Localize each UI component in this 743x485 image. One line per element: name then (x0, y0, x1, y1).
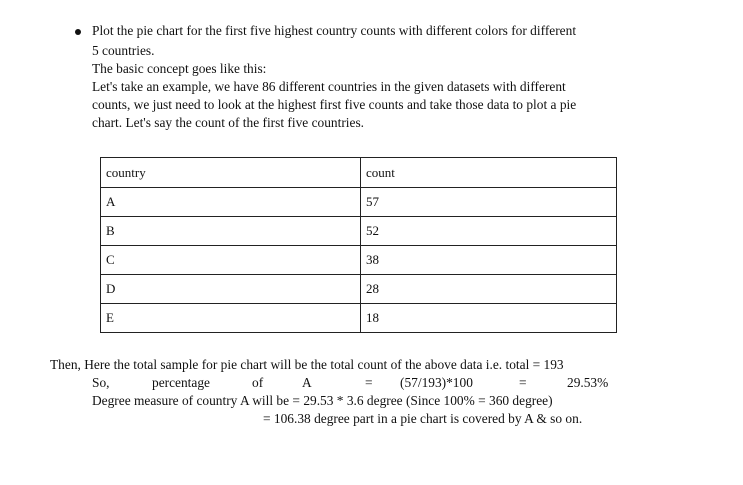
example-text-line-1: Let's take an example, we have 86 different countries in the given datasets with different (92, 79, 566, 94)
pct-word: 29.53% (567, 375, 609, 390)
example-text-line-2: counts, we just need to look at the highest first five counts and take those data to plot a pie (92, 97, 577, 112)
pct-word: = (365, 375, 373, 390)
cell-count: 28 (361, 275, 617, 304)
cell-country: B (101, 217, 361, 246)
table-row (101, 246, 617, 275)
pct-word: = (519, 375, 527, 390)
result-line: = 106.38 degree part in a pie chart is covered by A & so on. (263, 411, 583, 426)
table-row (101, 188, 617, 217)
cell-country: A (101, 188, 361, 217)
example-text-line-3: chart. Let's say the count of the first five countries. (92, 115, 364, 130)
pct-word: of (252, 375, 264, 390)
country-count-table (100, 157, 617, 333)
pct-word: So, (92, 375, 110, 390)
degree-line: Degree measure of country A will be = 29.53 * 3.6 degree (Since 100% = 360 degree) (92, 393, 553, 408)
table-row (101, 304, 617, 333)
cell-count: 57 (361, 188, 617, 217)
cell-count: 18 (361, 304, 617, 333)
cell-country: E (101, 304, 361, 333)
header-country: country (101, 158, 361, 188)
bullet-text-line-1: Plot the pie chart for the first five highest country counts with different colors for different (92, 23, 577, 38)
concept-text: The basic concept goes like this: (92, 61, 267, 76)
cell-count: 38 (361, 246, 617, 275)
pct-word: percentage (152, 375, 210, 390)
cell-count: 52 (361, 217, 617, 246)
cell-country: D (101, 275, 361, 304)
pct-word: A (302, 375, 312, 390)
table-header-row (101, 158, 617, 188)
bullet-text-line-2: 5 countries. (92, 43, 155, 58)
table-row (101, 217, 617, 246)
table-row (101, 275, 617, 304)
header-count: count (361, 158, 617, 188)
cell-country: C (101, 246, 361, 275)
total-line: Then, Here the total sample for pie chart will be the total count of the above data i.e. total = 193 (50, 357, 564, 372)
bullet-icon (75, 29, 81, 35)
pct-word: (57/193)*100 (400, 375, 473, 390)
